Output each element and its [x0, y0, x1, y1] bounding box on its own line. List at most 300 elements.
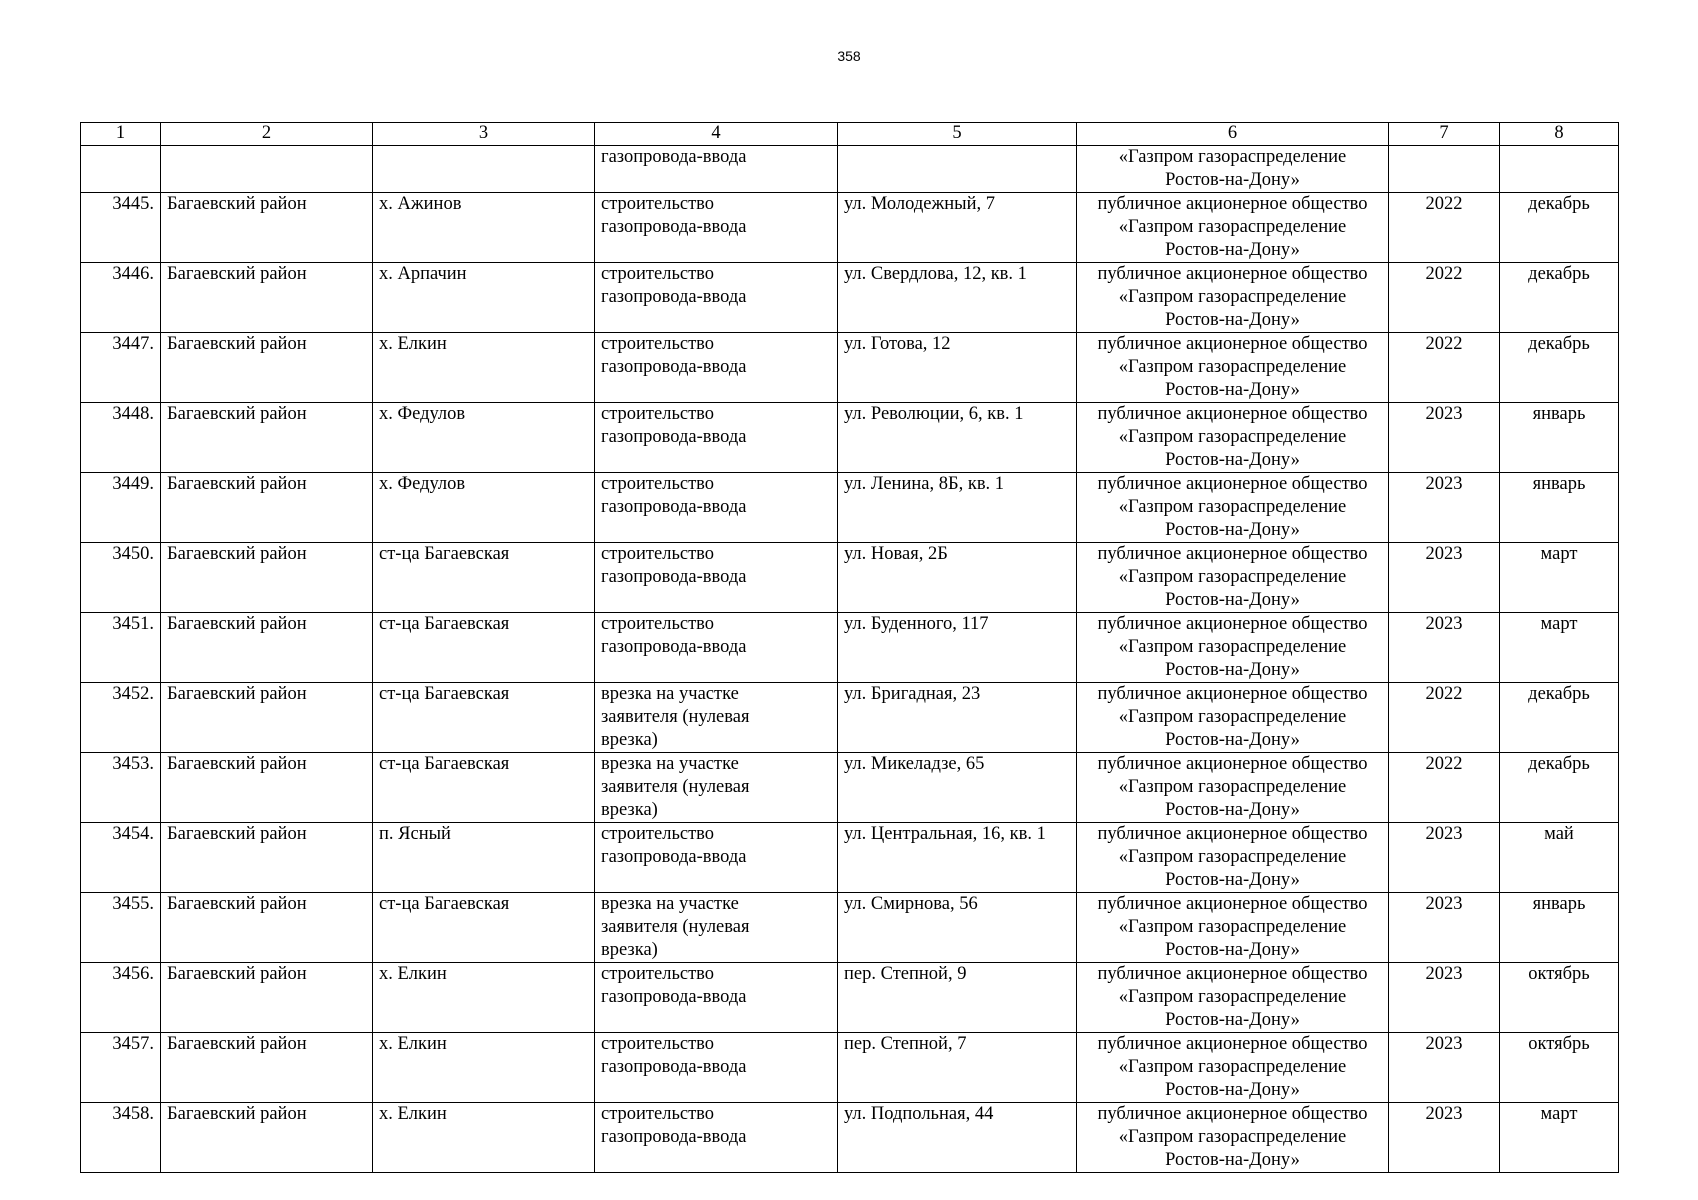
cell-district	[161, 823, 373, 893]
cell-line: 3456.	[112, 964, 154, 984]
table-row	[81, 333, 1619, 403]
cell-line: ул. Микеладзе, 65	[844, 754, 985, 774]
header-row	[81, 123, 1619, 146]
cell-line: строительство	[601, 404, 715, 424]
cell-work	[595, 683, 838, 753]
cell-line: ул. Молодежный, 7	[844, 194, 995, 214]
cell-num	[81, 753, 161, 823]
cell-address	[838, 1033, 1077, 1103]
cell-locality	[373, 613, 595, 683]
cell-line: 3455.	[112, 894, 154, 914]
cell-locality	[373, 543, 595, 613]
cell-address	[838, 543, 1077, 613]
cell-line: газопровода-ввода	[601, 217, 747, 237]
cell-line: Багаевский район	[167, 684, 307, 704]
cell-line: публичное акционерное общество	[1097, 614, 1368, 634]
cell-work	[595, 403, 838, 473]
cell-line: строительство	[601, 474, 715, 494]
cell-line: х. Елкин	[379, 964, 447, 984]
cell-line: публичное акционерное общество	[1097, 894, 1368, 914]
data-table	[80, 122, 1619, 1173]
cell-month	[1500, 753, 1619, 823]
cell-line: «Газпром газораспределение	[1118, 637, 1347, 657]
cell-line: публичное акционерное общество	[1097, 194, 1368, 214]
cell-line: Ростов-на-Дону»	[1165, 1080, 1300, 1100]
cell-line: Ростов-на-Дону»	[1165, 800, 1300, 820]
cell-line: газопровода-ввода	[601, 847, 747, 867]
cell-year	[1389, 403, 1500, 473]
cell-line: Багаевский район	[167, 334, 307, 354]
cell-line: газопровода-ввода	[601, 497, 747, 517]
cell-org	[1077, 543, 1389, 613]
cell-work	[595, 193, 838, 263]
cell-line: март	[1540, 1104, 1578, 1124]
cell-line: Багаевский район	[167, 194, 307, 214]
cell-year	[1389, 1033, 1500, 1103]
cell-year	[1389, 963, 1500, 1033]
cell-locality	[373, 893, 595, 963]
cell-line: Ростов-на-Дону»	[1165, 380, 1300, 400]
cell-line: ул. Свердлова, 12, кв. 1	[844, 264, 1027, 284]
cell-line: п. Ясный	[379, 824, 451, 844]
cell-locality	[373, 333, 595, 403]
cell-address	[838, 753, 1077, 823]
cell-line: газопровода-ввода	[601, 357, 747, 377]
cell-work	[595, 963, 838, 1033]
table-row	[81, 753, 1619, 823]
cell-line: декабрь	[1528, 264, 1590, 284]
cell-year	[1389, 193, 1500, 263]
cell-work	[595, 613, 838, 683]
cell-line: «Газпром газораспределение	[1118, 847, 1347, 867]
cell-line: газопровода-ввода	[601, 427, 747, 447]
cell-line: публичное акционерное общество	[1097, 334, 1368, 354]
cell-line: строительство	[601, 264, 715, 284]
cell-line: строительство	[601, 614, 715, 634]
cell-line: пер. Степной, 9	[844, 964, 967, 984]
cell-line: строительство	[601, 1104, 715, 1124]
cell-line: строительство	[601, 964, 715, 984]
cell-line: «Газпром газораспределение	[1118, 357, 1347, 377]
cell-line: Багаевский район	[167, 474, 307, 494]
cell-address	[838, 1103, 1077, 1173]
cell-line: ул. Смирнова, 56	[844, 894, 978, 914]
cell-line: март	[1540, 614, 1578, 634]
cell-locality	[373, 473, 595, 543]
header-col-8: 8	[1500, 123, 1619, 146]
cell-locality	[373, 263, 595, 333]
cell-district	[161, 683, 373, 753]
cell-line: врезка)	[601, 730, 658, 750]
cell-org	[1077, 823, 1389, 893]
cell-year	[1389, 753, 1500, 823]
cell-year	[1389, 146, 1500, 193]
cell-line: декабрь	[1528, 684, 1590, 704]
cell-line: Ростов-на-Дону»	[1165, 1010, 1300, 1030]
cell-locality	[373, 146, 595, 193]
cell-line: Багаевский район	[167, 754, 307, 774]
cell-num	[81, 333, 161, 403]
cell-address	[838, 823, 1077, 893]
cell-line: 2023	[1425, 1034, 1463, 1054]
cell-district	[161, 1033, 373, 1103]
cell-address	[838, 683, 1077, 753]
cell-district	[161, 613, 373, 683]
cell-line: Багаевский район	[167, 824, 307, 844]
cell-num	[81, 403, 161, 473]
cell-line: Багаевский район	[167, 404, 307, 424]
cell-work	[595, 543, 838, 613]
cell-num	[81, 473, 161, 543]
cell-line: декабрь	[1528, 754, 1590, 774]
cell-line: ул. Буденного, 117	[844, 614, 989, 634]
cell-month	[1500, 333, 1619, 403]
cell-year	[1389, 823, 1500, 893]
cell-org	[1077, 193, 1389, 263]
cell-line: строительство	[601, 824, 715, 844]
cell-line: врезка на участке	[601, 894, 739, 914]
cell-line: газопровода-ввода	[601, 287, 747, 307]
cell-work	[595, 1103, 838, 1173]
cell-line: Ростов-на-Дону»	[1165, 940, 1300, 960]
cell-line: заявителя (нулевая	[601, 707, 750, 727]
cell-line: 2023	[1425, 824, 1463, 844]
cell-line: заявителя (нулевая	[601, 777, 750, 797]
cell-locality	[373, 823, 595, 893]
cell-line: 3454.	[112, 824, 154, 844]
cell-line: декабрь	[1528, 334, 1590, 354]
cell-month	[1500, 893, 1619, 963]
header-col-1: 1	[81, 123, 161, 146]
table-row	[81, 263, 1619, 333]
cell-district	[161, 263, 373, 333]
header-col-6: 6	[1077, 123, 1389, 146]
cell-line: публичное акционерное общество	[1097, 404, 1368, 424]
cell-line: х. Федулов	[379, 404, 466, 424]
cell-year	[1389, 333, 1500, 403]
cell-num	[81, 543, 161, 613]
header-col-7: 7	[1389, 123, 1500, 146]
cell-address	[838, 893, 1077, 963]
cell-line: «Газпром газораспределение	[1118, 567, 1347, 587]
header-col-5: 5	[838, 123, 1077, 146]
cell-line: Ростов-на-Дону»	[1165, 170, 1300, 190]
cell-line: 3446.	[112, 264, 154, 284]
table-row	[81, 1033, 1619, 1103]
cell-line: публичное акционерное общество	[1097, 684, 1368, 704]
cell-line: ул. Бригадная, 23	[844, 684, 981, 704]
cell-locality	[373, 403, 595, 473]
cell-line: публичное акционерное общество	[1097, 1034, 1368, 1054]
cell-line: 2022	[1425, 334, 1463, 354]
cell-line: «Газпром газораспределение	[1118, 1057, 1347, 1077]
cell-line: 3445.	[112, 194, 154, 214]
cell-line: газопровода-ввода	[601, 1127, 747, 1147]
cell-month	[1500, 963, 1619, 1033]
cell-line: «Газпром газораспределение	[1118, 707, 1347, 727]
cell-address	[838, 263, 1077, 333]
cell-line: газопровода-ввода	[601, 147, 747, 167]
cell-district	[161, 1103, 373, 1173]
table-row	[81, 193, 1619, 263]
cell-line: «Газпром газораспределение	[1118, 777, 1347, 797]
cell-line: 3458.	[112, 1104, 154, 1124]
cell-line: 3452.	[112, 684, 154, 704]
cell-line: ул. Революции, 6, кв. 1	[844, 404, 1024, 424]
cell-locality	[373, 683, 595, 753]
cell-line: март	[1540, 544, 1578, 564]
cell-line: январь	[1532, 404, 1586, 424]
cell-line: Багаевский район	[167, 264, 307, 284]
cell-year	[1389, 893, 1500, 963]
cell-line: «Газпром газораспределение	[1118, 917, 1347, 937]
cell-line: публичное акционерное общество	[1097, 474, 1368, 494]
header-col-4: 4	[595, 123, 838, 146]
cell-work	[595, 893, 838, 963]
table-body	[81, 146, 1619, 1173]
cell-district	[161, 403, 373, 473]
cell-line: ул. Ленина, 8Б, кв. 1	[844, 474, 1005, 494]
cell-line: Багаевский район	[167, 544, 307, 564]
cell-line: «Газпром газораспределение	[1118, 217, 1347, 237]
cell-line: х. Арпачин	[379, 264, 467, 284]
cell-line: Ростов-на-Дону»	[1165, 660, 1300, 680]
cell-line: публичное акционерное общество	[1097, 264, 1368, 284]
cell-num	[81, 683, 161, 753]
cell-year	[1389, 263, 1500, 333]
cell-line: х. Елкин	[379, 1034, 447, 1054]
table-row	[81, 473, 1619, 543]
cell-district	[161, 473, 373, 543]
cell-district	[161, 333, 373, 403]
cell-num	[81, 613, 161, 683]
cell-address	[838, 473, 1077, 543]
cell-line: строительство	[601, 334, 715, 354]
cell-line: публичное акционерное общество	[1097, 754, 1368, 774]
cell-num	[81, 963, 161, 1033]
cell-year	[1389, 613, 1500, 683]
table-row	[81, 1103, 1619, 1173]
cell-month	[1500, 193, 1619, 263]
cell-month	[1500, 613, 1619, 683]
cell-line: 2022	[1425, 194, 1463, 214]
page-number: 358	[837, 48, 861, 64]
cell-num	[81, 146, 161, 193]
cell-line: «Газпром газораспределение	[1118, 1127, 1347, 1147]
cell-year	[1389, 473, 1500, 543]
cell-line: газопровода-ввода	[601, 1057, 747, 1077]
cell-line: октябрь	[1528, 964, 1590, 984]
cell-num	[81, 263, 161, 333]
cell-line: врезка на участке	[601, 684, 739, 704]
cell-org	[1077, 963, 1389, 1033]
cell-org	[1077, 263, 1389, 333]
cell-line: пер. Степной, 7	[844, 1034, 967, 1054]
cell-line: врезка)	[601, 940, 658, 960]
cell-line: Ростов-на-Дону»	[1165, 870, 1300, 890]
cell-line: «Газпром газораспределение	[1118, 987, 1347, 1007]
cell-line: «Газпром газораспределение	[1118, 427, 1347, 447]
cell-line: публичное акционерное общество	[1097, 544, 1368, 564]
cell-month	[1500, 1033, 1619, 1103]
cell-line: ст-ца Багаевская	[379, 754, 510, 774]
cell-line: строительство	[601, 1034, 715, 1054]
cell-org	[1077, 473, 1389, 543]
cell-line: 2023	[1425, 614, 1463, 634]
cell-line: Ростов-на-Дону»	[1165, 590, 1300, 610]
cell-org	[1077, 333, 1389, 403]
cell-line: ст-ца Багаевская	[379, 684, 510, 704]
cell-line: 3449.	[112, 474, 154, 494]
cell-line: 3448.	[112, 404, 154, 424]
cell-line: 3457.	[112, 1034, 154, 1054]
cell-line: газопровода-ввода	[601, 567, 747, 587]
cell-line: ул. Готова, 12	[844, 334, 951, 354]
cell-line: публичное акционерное общество	[1097, 1104, 1368, 1124]
cell-address	[838, 403, 1077, 473]
cell-line: строительство	[601, 194, 715, 214]
cell-num	[81, 823, 161, 893]
cell-work	[595, 146, 838, 193]
cell-month	[1500, 823, 1619, 893]
cell-work	[595, 1033, 838, 1103]
cell-line: «Газпром газораспределение	[1118, 497, 1347, 517]
cell-line: 3450.	[112, 544, 154, 564]
table-row	[81, 893, 1619, 963]
cell-district	[161, 963, 373, 1033]
table-row	[81, 963, 1619, 1033]
cell-line: 2023	[1425, 894, 1463, 914]
cell-line: 2023	[1425, 544, 1463, 564]
cell-line: январь	[1532, 894, 1586, 914]
cell-line: х. Федулов	[379, 474, 466, 494]
cell-address	[838, 333, 1077, 403]
cell-line: 2023	[1425, 964, 1463, 984]
cell-district	[161, 146, 373, 193]
cell-address	[838, 146, 1077, 193]
header-col-2: 2	[161, 123, 373, 146]
cell-line: Багаевский район	[167, 1104, 307, 1124]
table-row	[81, 613, 1619, 683]
cell-org	[1077, 1103, 1389, 1173]
cell-org	[1077, 613, 1389, 683]
cell-line: 3453.	[112, 754, 154, 774]
cell-line: Багаевский район	[167, 894, 307, 914]
cell-line: ст-ца Багаевская	[379, 544, 510, 564]
cell-year	[1389, 1103, 1500, 1173]
cell-line: х. Елкин	[379, 334, 447, 354]
cell-locality	[373, 1103, 595, 1173]
cell-line: ст-ца Багаевская	[379, 894, 510, 914]
cell-address	[838, 963, 1077, 1033]
cell-month	[1500, 146, 1619, 193]
cell-district	[161, 193, 373, 263]
cell-line: х. Елкин	[379, 1104, 447, 1124]
cell-line: публичное акционерное общество	[1097, 824, 1368, 844]
cell-address	[838, 613, 1077, 683]
cell-line: 2023	[1425, 474, 1463, 494]
cell-district	[161, 753, 373, 823]
cell-line: 2023	[1425, 1104, 1463, 1124]
cell-line: Багаевский район	[167, 964, 307, 984]
cell-work	[595, 263, 838, 333]
table-row	[81, 543, 1619, 613]
cell-line: 3451.	[112, 614, 154, 634]
cell-line: Ростов-на-Дону»	[1165, 310, 1300, 330]
cell-line: 2022	[1425, 684, 1463, 704]
cell-district	[161, 543, 373, 613]
cell-num	[81, 1033, 161, 1103]
cell-line: 3447.	[112, 334, 154, 354]
cell-month	[1500, 473, 1619, 543]
cell-line: заявителя (нулевая	[601, 917, 750, 937]
cell-line: х. Ажинов	[379, 194, 462, 214]
cell-line: Багаевский район	[167, 614, 307, 634]
cell-locality	[373, 753, 595, 823]
cell-line: газопровода-ввода	[601, 987, 747, 1007]
cell-org	[1077, 683, 1389, 753]
cell-work	[595, 753, 838, 823]
cell-num	[81, 1103, 161, 1173]
cell-year	[1389, 543, 1500, 613]
cell-month	[1500, 263, 1619, 333]
cell-line: май	[1544, 824, 1574, 844]
cell-org	[1077, 403, 1389, 473]
cell-line: ст-ца Багаевская	[379, 614, 510, 634]
cell-line: «Газпром газораспределение	[1118, 147, 1347, 167]
cell-line: 2023	[1425, 404, 1463, 424]
cell-line: строительство	[601, 544, 715, 564]
cell-line: 2022	[1425, 754, 1463, 774]
cell-line: Ростов-на-Дону»	[1165, 520, 1300, 540]
cell-address	[838, 193, 1077, 263]
header-col-3: 3	[373, 123, 595, 146]
cell-line: ул. Центральная, 16, кв. 1	[844, 824, 1046, 844]
cell-line: 2022	[1425, 264, 1463, 284]
cell-line: январь	[1532, 474, 1586, 494]
cell-locality	[373, 1033, 595, 1103]
cell-line: газопровода-ввода	[601, 637, 747, 657]
cell-locality	[373, 963, 595, 1033]
cell-work	[595, 333, 838, 403]
cell-line: публичное акционерное общество	[1097, 964, 1368, 984]
cell-line: «Газпром газораспределение	[1118, 287, 1347, 307]
table-row	[81, 823, 1619, 893]
cell-line: Ростов-на-Дону»	[1165, 730, 1300, 750]
cell-line: врезка на участке	[601, 754, 739, 774]
cell-line: декабрь	[1528, 194, 1590, 214]
cell-num	[81, 193, 161, 263]
cell-work	[595, 473, 838, 543]
table-header	[81, 123, 1619, 146]
cell-month	[1500, 1103, 1619, 1173]
cell-org	[1077, 146, 1389, 193]
cell-month	[1500, 403, 1619, 473]
table-row	[81, 683, 1619, 753]
continuation-row	[81, 146, 1619, 193]
cell-district	[161, 893, 373, 963]
cell-num	[81, 893, 161, 963]
cell-line: врезка)	[601, 800, 658, 820]
cell-line: Ростов-на-Дону»	[1165, 450, 1300, 470]
cell-month	[1500, 543, 1619, 613]
cell-locality	[373, 193, 595, 263]
cell-line: Ростов-на-Дону»	[1165, 1150, 1300, 1170]
cell-line: октябрь	[1528, 1034, 1590, 1054]
cell-line: ул. Новая, 2Б	[844, 544, 948, 564]
cell-line: ул. Подпольная, 44	[844, 1104, 994, 1124]
cell-work	[595, 823, 838, 893]
